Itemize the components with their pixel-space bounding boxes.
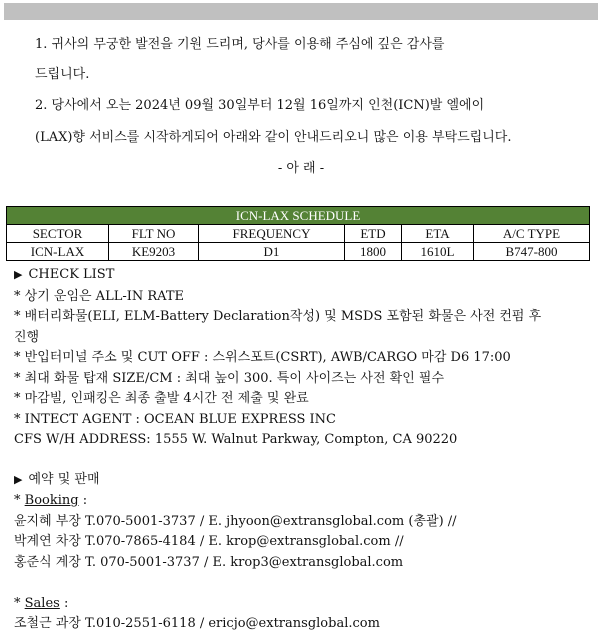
sales-contact: 조철근 과장 T.010-2551-6118 / ericjo@extransglobal.com bbox=[14, 616, 380, 631]
bullet-star: * bbox=[14, 596, 25, 611]
checklist-item: * 배터리화물(ELI, ELM-Battery Declaration작성) 및 MSDS 포함된 화물은 사전 컨펌 후 bbox=[14, 309, 542, 324]
label-colon: : bbox=[59, 596, 69, 611]
booking-section-heading bbox=[14, 472, 100, 488]
intro-paragraph-1-line-2: 드립니다. bbox=[35, 67, 90, 82]
bullet-star: * bbox=[14, 493, 25, 508]
table-cell: 1800 bbox=[345, 243, 402, 261]
table-cell: D1 bbox=[199, 243, 345, 261]
schedule-title-row bbox=[7, 207, 590, 225]
column-header: ETD bbox=[345, 225, 402, 243]
checklist-item: * 반입터미널 주소 및 CUT OFF : 스위스포트(CSRT), AWB/CARGO 마감 D6 17:00 bbox=[14, 350, 511, 365]
intro-paragraph-2-line-1: 2. 당사에서 오는 2024년 09월 30일부터 12월 16일까지 인천(ICN)발 엘에이 bbox=[35, 98, 485, 113]
checklist-item: * 상기 운임은 ALL-IN RATE bbox=[14, 289, 185, 304]
column-header: FREQUENCY bbox=[199, 225, 345, 243]
checklist-item: * 최대 화물 탑재 SIZE/CM : 최대 높이 300. 특이 사이즈는 사전 확인 필수 bbox=[14, 371, 445, 386]
checklist-title: CHECK LIST bbox=[28, 267, 115, 282]
intro-paragraph-1-line-1: 1. 귀사의 무궁한 발전을 기원 드리며, 당사를 이용해 주심에 깊은 감사를 bbox=[35, 37, 445, 52]
schedule-title: ICN-LAX SCHEDULE bbox=[7, 207, 590, 225]
checklist-item: * 마감빌, 인패킹은 최종 출발 4시간 전 제출 및 완료 bbox=[14, 391, 309, 406]
sales-label: Sales bbox=[24, 596, 60, 611]
booking-contact: 홍준식 계장 T. 070-5001-3737 / E. krop3@extransglobal.com bbox=[14, 555, 404, 570]
table-cell: B747-800 bbox=[474, 243, 590, 261]
table-row bbox=[7, 243, 590, 261]
booking-section-title: 예약 및 판매 bbox=[28, 472, 100, 487]
booking-contact: 박계연 차장 T.070-7865-4184 / E. krop@extransglobal.com // bbox=[14, 534, 404, 549]
booking-label: Booking bbox=[24, 493, 79, 508]
triangle-bullet-icon: ▶ bbox=[14, 268, 23, 281]
table-cell: KE9203 bbox=[109, 243, 199, 261]
checklist-item: 진행 bbox=[14, 330, 40, 345]
checklist-heading bbox=[14, 267, 114, 283]
triangle-bullet-icon: ▶ bbox=[14, 473, 23, 486]
column-header: ETA bbox=[402, 225, 474, 243]
warehouse-address: CFS W/H ADDRESS: 1555 W. Walnut Parkway, Compton, CA 90220 bbox=[14, 432, 458, 447]
top-gray-bar bbox=[4, 3, 598, 20]
notice-heading: - 아 래 - bbox=[277, 161, 325, 176]
column-header: SECTOR bbox=[7, 225, 109, 243]
intro-paragraph-2-line-2: (LAX)향 서비스를 시작하게되어 아래와 같이 안내드리오니 많은 이용 부탁드립니다. bbox=[35, 130, 512, 145]
sales-label-line bbox=[14, 596, 68, 612]
schedule-header-row bbox=[7, 225, 590, 243]
booking-label-line bbox=[14, 493, 87, 509]
table-cell: ICN-LAX bbox=[7, 243, 109, 261]
column-header: FLT NO bbox=[109, 225, 199, 243]
booking-contact: 윤지혜 부장 T.070-5001-3737 / E. jhyoon@extransglobal.com (총괄) // bbox=[14, 514, 457, 529]
table-cell: 1610L bbox=[402, 243, 474, 261]
checklist-item: * INTECT AGENT : OCEAN BLUE EXPRESS INC bbox=[14, 412, 336, 427]
schedule-table bbox=[6, 206, 590, 261]
label-colon: : bbox=[78, 493, 88, 508]
column-header: A/C TYPE bbox=[474, 225, 590, 243]
